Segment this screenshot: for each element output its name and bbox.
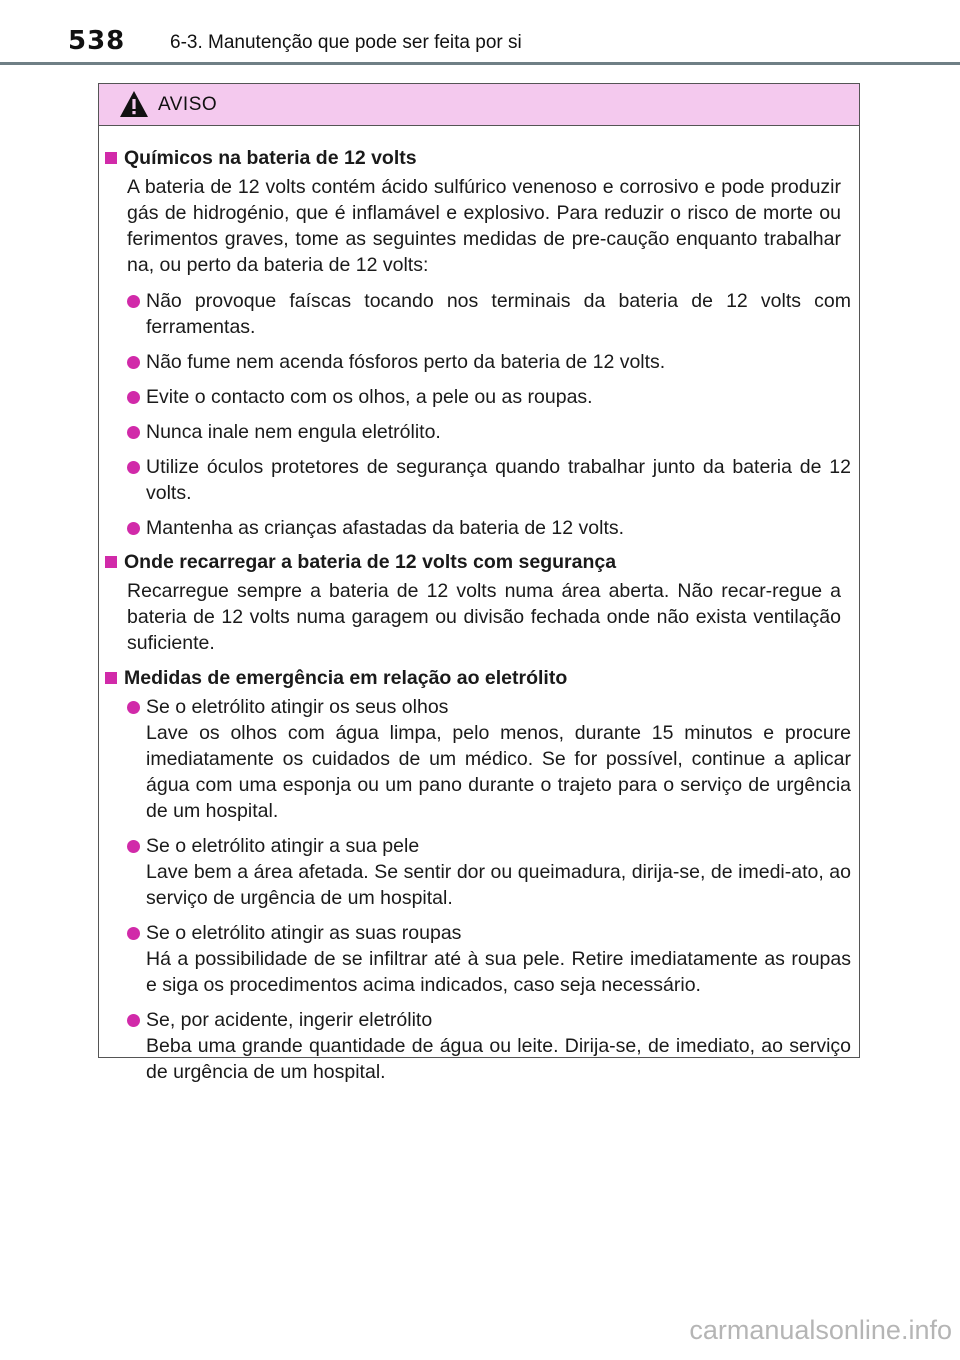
list-item: [105, 515, 851, 541]
list-item-title: Se o eletrólito atingir a sua pele: [146, 835, 420, 857]
list-item-text: Não fume nem acenda fósforos perto da bateria de 12 volts.: [146, 351, 666, 373]
circle-bullet-icon: [127, 927, 140, 940]
list-item: [105, 694, 851, 824]
section-paragraph: A bateria de 12 volts contém ácido sulfúrico venenoso e corrosivo e pode produzir gás de hidrogénio, que é inflamável e explosivo. Para reduzir o risco de morte ou ferimentos graves, tome as seguintes medidas de pre-caução enquanto trabalhar na, ou perto da bateria de 12 volts:: [127, 176, 841, 276]
list-item: [105, 1007, 851, 1085]
list-item: [105, 384, 851, 410]
circle-bullet-icon: [127, 1014, 140, 1027]
section-heading: [105, 146, 851, 171]
section-paragraph: Recarregue sempre a bateria de 12 volts numa área aberta. Não recar-regue a bateria de 12 volts numa garagem ou divisão fechada onde não exista ventilação suficiente.: [127, 580, 841, 654]
section-heading: [105, 666, 851, 691]
warning-label: AVISO: [158, 94, 218, 115]
list-item: [105, 920, 851, 998]
page-number: 538: [68, 26, 126, 56]
list-item-text: [146, 694, 851, 824]
warning-header: [99, 84, 859, 126]
circle-bullet-icon: [127, 426, 140, 439]
circle-bullet-icon: [127, 701, 140, 714]
warning-triangle-icon: [119, 90, 149, 118]
list-item-text: Utilize óculos protetores de segurança quando trabalhar junto da bateria de 12 volts.: [146, 456, 851, 504]
list-item-description: Beba uma grande quantidade de água ou leite. Dirija-se, de imediato, ao serviço de urgência de um hospital.: [146, 1035, 851, 1083]
section-title: 6-3. Manutenção que pode ser feita por si: [170, 32, 522, 53]
section-heading-text: Medidas de emergência em relação ao eletrólito: [124, 667, 568, 689]
list-item: [105, 349, 851, 375]
square-bullet-icon: [105, 672, 117, 684]
list-item-text: [146, 1007, 851, 1085]
list-item-description: Há a possibilidade de se infiltrar até à sua pele. Retire imediatamente as roupas e siga os procedimentos acima indicados, caso seja necessário.: [146, 948, 851, 996]
list-item-title: Se, por acidente, ingerir eletrólito: [146, 1009, 433, 1031]
list-item-title: Se o eletrólito atingir as suas roupas: [146, 922, 462, 944]
list-item-text: [146, 920, 851, 998]
circle-bullet-icon: [127, 461, 140, 474]
section-chemicals: [105, 146, 851, 541]
list-item-description: Lave bem a área afetada. Se sentir dor ou queimadura, dirija-se, de imedi-ato, ao serviço de urgência de um hospital.: [146, 861, 851, 909]
list-item-text: Evite o contacto com os olhos, a pele ou as roupas.: [146, 386, 593, 408]
list-item: [105, 454, 851, 506]
list-item-title: Se o eletrólito atingir os seus olhos: [146, 696, 449, 718]
watermark: carmanualsonline.info: [689, 1315, 952, 1345]
section-recharge: [105, 550, 851, 656]
page-header: [0, 0, 960, 66]
list-item: [105, 833, 851, 911]
warning-body: [99, 126, 859, 1085]
circle-bullet-icon: [127, 522, 140, 535]
list-item-text: Não provoque faíscas tocando nos terminais da bateria de 12 volts com ferramentas.: [146, 290, 851, 338]
square-bullet-icon: [105, 152, 117, 164]
section-heading: [105, 550, 851, 575]
section-heading-text: Onde recarregar a bateria de 12 volts com segurança: [124, 551, 617, 573]
circle-bullet-icon: [127, 295, 140, 308]
square-bullet-icon: [105, 556, 117, 568]
list-item-text: Nunca inale nem engula eletrólito.: [146, 421, 441, 443]
header-divider: [0, 62, 960, 65]
list-item-description: Lave os olhos com água limpa, pelo menos, durante 15 minutos e procure imediatamente os cuidados de um médico. Se for possível, continue a aplicar água com uma esponja ou um pano durante o trajeto para o serviço de urgência de um hospital.: [146, 722, 851, 822]
list-item: [105, 288, 851, 340]
circle-bullet-icon: [127, 391, 140, 404]
list-item-text: [146, 833, 851, 911]
section-heading-text: Químicos na bateria de 12 volts: [124, 147, 417, 169]
section-emergency: [105, 666, 851, 1085]
warning-box: [98, 83, 860, 1083]
circle-bullet-icon: [127, 840, 140, 853]
list-item: [105, 419, 851, 445]
circle-bullet-icon: [127, 356, 140, 369]
list-item-text: Mantenha as crianças afastadas da bateria de 12 volts.: [146, 517, 625, 539]
